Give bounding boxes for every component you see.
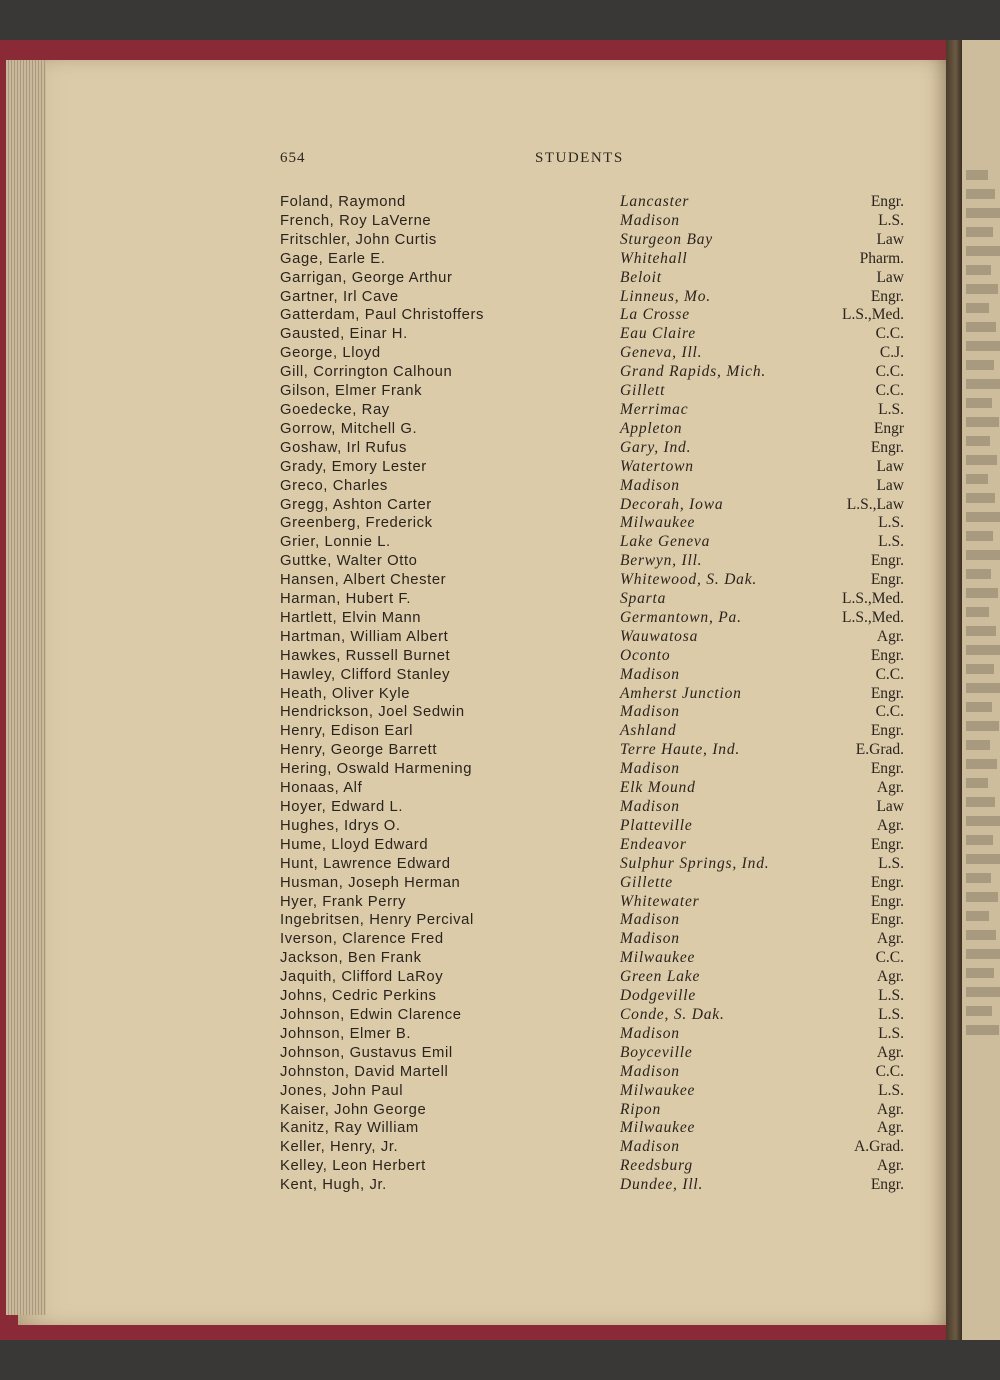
student-course: Engr. [870,1176,904,1194]
student-name: Hartlett, Elvin Mann [280,609,422,626]
student-hometown: Madison [620,1024,680,1042]
facing-page-text-fragment [966,797,995,807]
facing-page-text-fragment [966,702,992,712]
student-course: L.S.,Law [846,495,904,513]
student-course: Agr. [876,1119,904,1137]
student-hometown: Terre Haute, Ind. [620,741,741,759]
student-name: Hunt, Lawrence Edward [280,855,451,872]
student-row [280,1044,910,1063]
student-course: E.Grad. [855,741,904,759]
student-row [280,798,910,817]
student-hometown: Madison [620,798,680,815]
student-hometown: Whitehall [620,249,688,267]
page-title: STUDENTS [535,150,624,166]
student-hometown: Gillette [620,873,673,891]
student-name: Kelley, Leon Herbert [280,1158,426,1175]
student-row [280,874,910,893]
student-course: L.S. [878,400,904,418]
page-number: 654 [280,150,306,166]
student-course: Law [876,798,904,815]
student-hometown: Linneus, Mo. [620,287,711,305]
student-hometown: Boyceville [620,1043,693,1061]
student-name: Hughes, Idrys O. [280,817,401,834]
student-course: Agr. [876,779,904,797]
student-row [280,855,910,874]
student-hometown: Madison [620,703,680,721]
student-row [280,401,910,420]
student-name: Hoyer, Edward L. [280,799,404,815]
facing-page-text-fragment [966,436,990,446]
student-name: Keller, Henry, Jr. [280,1139,399,1156]
student-course: Engr. [870,287,904,305]
student-name: Hendrickson, Joel Sedwin [280,704,465,721]
student-course: L.S. [878,854,904,872]
student-row [280,458,910,477]
student-row [280,836,910,855]
student-name: Husman, Joseph Herman [280,874,461,891]
facing-page-text-fragment [966,721,999,731]
student-row [280,949,910,968]
facing-page-text-fragment [966,531,993,541]
student-name: Henry, George Barrett [280,742,438,759]
student-course: C.C. [875,382,904,400]
facing-page-text-fragment [966,474,988,484]
facing-page-text-fragment [966,778,988,788]
student-name: Iverson, Clarence Fred [280,931,444,948]
student-name: Johns, Cedric Perkins [280,988,437,1005]
student-hometown: Elk Mound [620,779,696,797]
student-hometown: Sturgeon Bay [620,230,713,248]
student-course: L.S. [878,514,904,532]
student-hometown: Madison [620,211,680,229]
student-row [280,231,910,250]
facing-page-text-fragment [966,360,994,370]
student-row [280,741,910,760]
student-row [280,344,910,363]
student-hometown: Milwaukee [620,1119,696,1137]
student-hometown: Sulphur Springs, Ind. [620,854,770,872]
facing-page-text-fragment [966,569,991,579]
student-row [280,1138,910,1157]
student-course: Engr. [870,722,904,740]
facing-page-text-fragment [966,379,1000,389]
student-name: Hawley, Clifford Stanley [280,666,451,683]
student-row [280,779,910,798]
student-hometown: Whitewater [620,892,700,910]
student-course: L.S. [878,211,904,229]
student-name: Kaiser, John George [280,1101,427,1118]
student-name: Goedecke, Ray [280,401,390,418]
facing-page-text-fragment [966,341,1000,351]
facing-page-text-fragment [966,398,992,408]
student-name: Ingebritsen, Henry Percival [280,912,474,929]
student-course: Engr. [870,835,904,853]
student-hometown: Madison [620,760,680,778]
student-course: Engr. [870,892,904,910]
student-list [280,193,910,1195]
student-row [280,930,910,949]
student-name: Hartman, William Albert [280,628,449,645]
student-row [280,363,910,382]
facing-page-text-fragment [966,683,1000,693]
student-hometown: Appleton [620,419,683,437]
student-row [280,817,910,836]
facing-page-text-fragment [966,493,995,503]
student-row [280,288,910,307]
student-hometown: Madison [620,665,680,683]
student-name: Garrigan, George Arthur [280,269,453,286]
facing-page-text-fragment [966,417,999,427]
facing-page-text-fragment [966,987,1000,997]
student-row [280,1006,910,1025]
student-course: Engr. [870,911,904,929]
facing-page-text-fragment [966,322,996,332]
student-course: Agr. [876,930,904,948]
facing-page-text-fragment [966,645,1000,655]
student-name: Goshaw, Irl Rufus [280,439,407,456]
student-course: C.C. [875,949,904,967]
student-hometown: Reedsburg [620,1157,693,1175]
student-name: Jackson, Ben Frank [280,950,422,967]
student-hometown: Gary, Ind. [620,438,692,456]
student-hometown: Gillett [620,382,666,400]
student-hometown: Milwaukee [620,514,696,532]
student-course: Agr. [876,1157,904,1175]
student-course: L.S.,Med. [842,608,904,626]
student-hometown: Madison [620,1062,680,1080]
facing-page-text-fragment [966,816,1000,826]
student-row [280,628,910,647]
student-hometown: Dodgeville [620,987,697,1005]
facing-page-text-fragment [966,892,998,902]
facing-page-text-fragment [966,949,1000,959]
student-name: Gartner, Irl Cave [280,288,399,305]
student-course: Law [876,476,904,494]
student-hometown: Decorah, Iowa [620,495,724,513]
student-course: C.C. [875,363,904,381]
student-name: Johnson, Elmer B. [280,1025,412,1042]
student-hometown: Ripon [620,1100,662,1118]
student-course: Agr. [876,1100,904,1118]
student-course: Law [876,457,904,475]
page-edges [6,60,46,1315]
student-hometown: Endeavor [620,835,687,853]
student-name: Gatterdam, Paul Christoffers [280,307,485,324]
student-row [280,1101,910,1120]
student-name: Hume, Lloyd Edward [280,836,429,853]
book-gutter [946,40,962,1340]
student-hometown: Milwaukee [620,949,696,967]
facing-page-text-fragment [966,854,1000,864]
student-course: L.S. [878,1005,904,1023]
student-hometown: Conde, S. Dak. [620,1005,725,1023]
student-hometown: Lake Geneva [620,533,711,551]
facing-page-text-fragment [966,664,994,674]
student-row [280,533,910,552]
student-course: L.S.,Med. [842,306,904,324]
student-hometown: Amherst Junction [620,684,742,702]
facing-page-text-fragment [966,265,991,275]
student-hometown: Madison [620,930,680,948]
facing-page-edge [962,40,1000,1340]
student-hometown: Milwaukee [620,1081,696,1099]
student-hometown: Watertown [620,457,694,475]
facing-page-text-fragment [966,968,994,978]
student-course: Engr. [870,873,904,891]
student-course: C.C. [875,703,904,721]
student-row [280,552,910,571]
student-name: Johnson, Edwin Clarence [280,1006,462,1023]
facing-page-text-fragment [966,835,993,845]
student-name: Hyer, Frank Perry [280,893,407,910]
student-course: Engr. [870,438,904,456]
student-course: Agr. [876,816,904,834]
student-course: Engr. [870,571,904,589]
student-hometown: Ashland [620,722,677,740]
student-row [280,722,910,741]
student-row [280,477,910,496]
student-hometown: Germantown, Pa. [620,608,742,626]
student-name: Gill, Corrington Calhoun [280,364,453,381]
student-row [280,1025,910,1044]
page-header [280,150,900,170]
student-hometown: Sparta [620,590,667,608]
facing-page-text-fragment [966,512,1000,522]
student-hometown: Beloit [620,268,662,286]
student-hometown: La Crosse [620,306,690,324]
student-row [280,1119,910,1138]
facing-page-text-fragment [966,759,997,769]
student-name: Harman, Hubert F. [280,591,412,608]
facing-page-text-fragment [966,246,1000,256]
facing-page-text-fragment [966,930,996,940]
student-hometown: Platteville [620,816,693,834]
student-hometown: Wauwatosa [620,627,699,645]
student-name: Honaas, Alf [280,780,363,797]
student-course: Law [876,268,904,286]
student-row [280,911,910,930]
facing-page-text-fragment [966,227,993,237]
student-name: Heath, Oliver Kyle [280,685,411,702]
student-name: Kanitz, Ray William [280,1120,419,1137]
student-name: Foland, Raymond [280,194,406,210]
student-course: Pharm. [859,249,904,267]
student-hometown: Madison [620,911,680,929]
facing-page-text-fragment [966,1006,992,1016]
student-course: C.J. [879,344,904,362]
facing-page-text-fragment [966,170,988,180]
student-row [280,609,910,628]
student-name: Gorrow, Mitchell G. [280,420,418,437]
student-course: L.S. [878,1024,904,1042]
student-name: Henry, Edison Earl [280,723,414,740]
student-row [280,306,910,325]
student-name: Jones, John Paul [280,1082,404,1099]
student-name: Johnson, Gustavus Emil [280,1044,453,1061]
student-row [280,1063,910,1082]
facing-page-text-fragment [966,626,996,636]
student-hometown: Dundee, Ill. [620,1176,704,1194]
student-hometown: Oconto [620,646,671,664]
student-row [280,193,910,212]
student-hometown: Geneva, Ill. [620,344,703,362]
student-course: L.S. [878,1081,904,1099]
student-row [280,703,910,722]
student-course: L.S.,Med. [842,590,904,608]
student-course: Agr. [876,627,904,645]
student-name: George, Lloyd [280,345,381,362]
student-name: Grady, Emory Lester [280,458,427,475]
student-course: Engr. [870,193,904,210]
student-name: Kent, Hugh, Jr. [280,1177,387,1194]
student-name: Gregg, Ashton Carter [280,496,432,513]
student-name: Grier, Lonnie L. [280,534,391,551]
student-hometown: Berwyn, Ill. [620,552,703,570]
student-row [280,514,910,533]
student-hometown: Lancaster [620,193,690,210]
facing-page-text-fragment [966,911,989,921]
student-row [280,420,910,439]
student-hometown: Merrimac [620,400,689,418]
facing-page-text-fragment [966,607,989,617]
facing-page-text-fragment [966,740,990,750]
student-row [280,1176,910,1195]
student-name: Gausted, Einar H. [280,326,408,343]
student-row [280,212,910,231]
facing-page-text-fragment [966,189,995,199]
student-course: Agr. [876,1043,904,1061]
student-course: Engr [873,419,904,437]
facing-page-text-fragment [966,303,989,313]
student-course: C.C. [875,665,904,683]
student-name: Gage, Earle E. [280,250,386,267]
student-row [280,325,910,344]
student-row [280,647,910,666]
student-course: C.C. [875,1062,904,1080]
student-name: Hawkes, Russell Burnet [280,647,451,664]
student-name: Greenberg, Frederick [280,515,433,532]
student-course: L.S. [878,533,904,551]
facing-page-text-fragment [966,588,998,598]
student-course: Engr. [870,646,904,664]
student-row [280,1157,910,1176]
student-name: French, Roy LaVerne [280,212,432,229]
student-course: Engr. [870,684,904,702]
student-name: Fritschler, John Curtis [280,231,437,248]
student-course: Law [876,230,904,248]
student-hometown: Green Lake [620,968,701,986]
facing-page-text-fragment [966,873,991,883]
student-course: L.S. [878,987,904,1005]
facing-page-text-fragment [966,1025,999,1035]
student-name: Greco, Charles [280,477,388,494]
facing-page-text-fragment [966,455,997,465]
student-row [280,1082,910,1101]
facing-page-text-fragment [966,284,998,294]
student-course: C.C. [875,325,904,343]
student-row [280,590,910,609]
student-row [280,382,910,401]
facing-page-text-fragment [966,550,1000,560]
student-course: A.Grad. [854,1138,904,1156]
facing-page-text-fragment [966,208,1000,218]
student-name: Jaquith, Clifford LaRoy [280,969,444,986]
student-course: Engr. [870,552,904,570]
student-row [280,496,910,515]
student-hometown: Madison [620,476,680,494]
student-row [280,439,910,458]
student-hometown: Eau Claire [620,325,696,343]
student-course: Engr. [870,760,904,778]
student-row [280,250,910,269]
student-name: Guttke, Walter Otto [280,553,418,570]
student-name: Hansen, Albert Chester [280,572,447,589]
student-name: Johnston, David Martell [280,1063,449,1080]
student-row [280,760,910,779]
student-hometown: Whitewood, S. Dak. [620,571,758,589]
student-row [280,685,910,704]
student-name: Hering, Oswald Harmening [280,761,473,778]
student-hometown: Madison [620,1138,680,1156]
student-row [280,269,910,288]
student-row [280,571,910,590]
student-row [280,893,910,912]
student-course: Agr. [876,968,904,986]
student-row [280,666,910,685]
student-hometown: Grand Rapids, Mich. [620,363,767,381]
student-row [280,968,910,987]
student-row [280,987,910,1006]
student-name: Gilson, Elmer Frank [280,383,423,400]
